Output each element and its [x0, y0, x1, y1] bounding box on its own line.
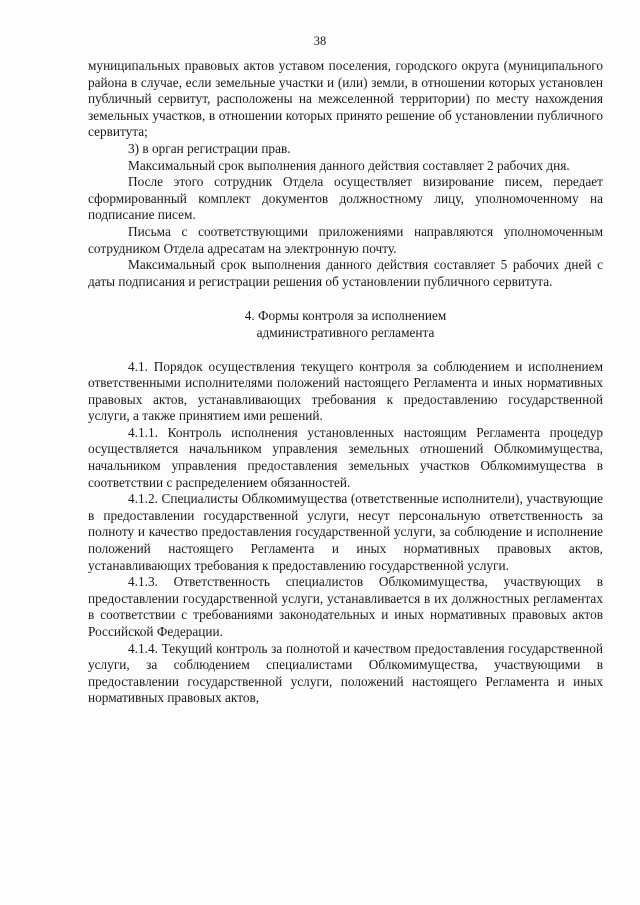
paragraph: Письма с соответствующими приложениями направляются уполномоченным сотрудником Отдела адресатам на электронную почту. — [88, 223, 603, 256]
paragraph: 4.1.4. Текущий контроль за полнотой и качеством предоставления государственной услуги, за соблюдением специалистами Облкомимущества, участвующими в предоставлении государственной услуги, положений настоящего Регламента и иных нормативных правовых актов, — [88, 640, 603, 706]
section-heading — [88, 308, 603, 341]
document-body — [88, 58, 603, 707]
paragraph: 3) в орган регистрации прав. — [128, 140, 291, 156]
paragraphs-before-section — [88, 58, 603, 290]
paragraph: 4.1. Порядок осуществления текущего контроля за соблюдением и исполнением ответственными исполнителями положений настоящего Регламента и иных нормативных правовых актов, устанавливающих требования к предоставлению государственной услуги, а также принятием ими решений. — [88, 358, 603, 424]
section-heading-line-2: административного регламента — [256, 324, 435, 340]
paragraph: Максимальный срок выполнения данного действия составляет 2 рабочих дня. — [128, 157, 570, 173]
paragraph: 4.1.3. Ответственность специалистов Облкомимущества, участвующих в предоставлении государственной услуги, устанавливается в их должностных регламентах в соответствии с требованиями законодательных и иных нормативных правовых актов Российской Федерации. — [88, 574, 603, 639]
page-number: 38 — [313, 34, 327, 48]
paragraph: 4.1.2. Специалисты Облкомимущества (ответственные исполнители), участвующие в предоставлении государственной услуги, несут персональную ответственность за полноту и качество предоставления государственной услуги, за соблюдение и исполнение положений настоящего Регламента и иных нормативных правовых актов, устанавливающих требования к предоставлению государственной услуги. — [88, 491, 603, 573]
paragraph: После этого сотрудник Отдела осуществляет визирование писем, передает сформированный комплект документов должностному лицу, уполномоченному на подписание писем. — [88, 174, 603, 223]
paragraphs-in-section — [88, 359, 603, 707]
paragraph: 4.1.1. Контроль исполнения установленных настоящим Регламента процедур осуществляется начальником управления земельных отношений Облкомимущества, начальником управления предоставления земельных участков Облкомимущества в соответствии с распределением обязанностей. — [88, 424, 603, 490]
paragraph: Максимальный срок выполнения данного действия составляет 5 рабочих дней с даты подписания и регистрации решения об установлении публичного сервитута. — [88, 257, 603, 289]
paragraph: муниципальных правовых актов уставом поселения, городского округа (муниципального района в случае, если земельные участки и (или) земли, в отношении которых установлен публичный сервитут, расположены на межселенной территории) по месту нахождения земельных участков, в отношении которых принято решение об установлении публичного сервитута; — [88, 58, 603, 140]
section-heading-line-1: 4. Формы контроля за исполнением — [244, 308, 447, 324]
